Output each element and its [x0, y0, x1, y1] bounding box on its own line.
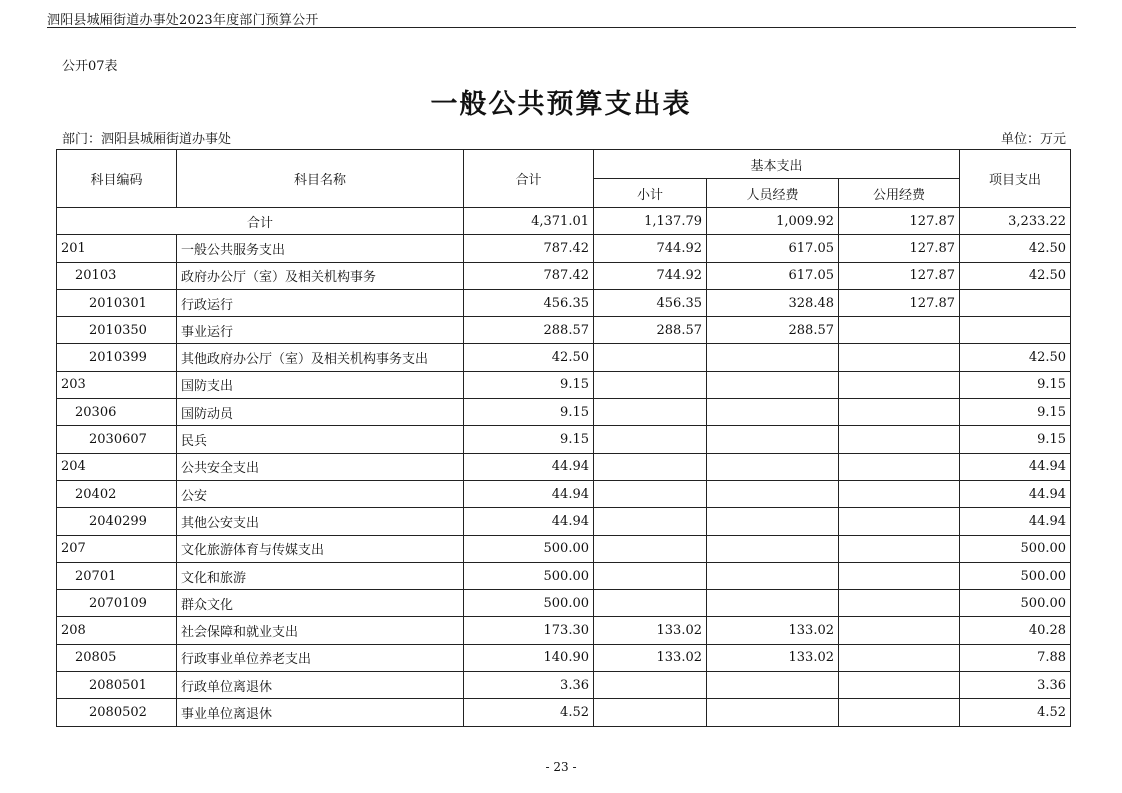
- cell-code: 2080501: [57, 672, 177, 699]
- cell-name: 行政运行: [177, 289, 464, 316]
- cell-public: [839, 590, 960, 617]
- cell-total: 9.15: [464, 426, 594, 453]
- cell-personnel: [707, 480, 839, 507]
- cell-public: 127.87: [839, 262, 960, 289]
- document-header: 泗阳县城厢街道办事处2023年度部门预算公开: [47, 13, 319, 28]
- cell-personnel: [707, 590, 839, 617]
- table-row: [57, 699, 1071, 726]
- cell-subtotal: 133.02: [594, 617, 707, 644]
- header-rule: [47, 27, 1076, 28]
- cell-personnel: [707, 535, 839, 562]
- total-project: 3,233.22: [960, 208, 1071, 235]
- cell-name: 其他公安支出: [177, 508, 464, 535]
- table-row: [57, 590, 1071, 617]
- cell-personnel: 617.05: [707, 262, 839, 289]
- cell-code: 2010301: [57, 289, 177, 316]
- cell-code: 2070109: [57, 590, 177, 617]
- table-row: [57, 617, 1071, 644]
- cell-subtotal: 456.35: [594, 289, 707, 316]
- cell-personnel: [707, 426, 839, 453]
- total-row: [57, 208, 1071, 235]
- cell-public: 127.87: [839, 289, 960, 316]
- cell-code: 20805: [57, 644, 177, 671]
- cell-public: [839, 617, 960, 644]
- cell-total: 44.94: [464, 480, 594, 507]
- cell-project: 42.50: [960, 344, 1071, 371]
- cell-project: [960, 317, 1071, 344]
- cell-project: 9.15: [960, 399, 1071, 426]
- unit-label: 单位：万元: [1000, 132, 1066, 147]
- cell-subtotal: [594, 508, 707, 535]
- cell-personnel: [707, 672, 839, 699]
- cell-project: 3.36: [960, 672, 1071, 699]
- table-number: 公开07表: [62, 59, 118, 74]
- cell-public: [839, 480, 960, 507]
- table-row: [57, 344, 1071, 371]
- cell-total: 42.50: [464, 344, 594, 371]
- cell-public: [839, 535, 960, 562]
- table-row: [57, 453, 1071, 480]
- cell-name: 公安: [177, 480, 464, 507]
- cell-code: 20701: [57, 562, 177, 589]
- table-row: [57, 480, 1071, 507]
- table-row: [57, 672, 1071, 699]
- cell-name: 事业运行: [177, 317, 464, 344]
- cell-subtotal: 744.92: [594, 262, 707, 289]
- cell-personnel: [707, 562, 839, 589]
- cell-total: 500.00: [464, 590, 594, 617]
- cell-personnel: 328.48: [707, 289, 839, 316]
- cell-name: 社会保障和就业支出: [177, 617, 464, 644]
- table-row: [57, 508, 1071, 535]
- cell-code: 2080502: [57, 699, 177, 726]
- cell-public: [839, 317, 960, 344]
- header-public: 公用经费: [839, 179, 960, 208]
- cell-public: [839, 371, 960, 398]
- table-row: [57, 289, 1071, 316]
- cell-personnel: [707, 371, 839, 398]
- total-public: 127.87: [839, 208, 960, 235]
- cell-subtotal: [594, 699, 707, 726]
- cell-total: 787.42: [464, 262, 594, 289]
- table-row: [57, 399, 1071, 426]
- cell-code: 203: [57, 371, 177, 398]
- cell-name: 行政单位离退休: [177, 672, 464, 699]
- cell-public: [839, 508, 960, 535]
- table-row: [57, 262, 1071, 289]
- department-label: 部门：泗阳县城厢街道办事处: [62, 132, 232, 147]
- cell-total: 500.00: [464, 535, 594, 562]
- cell-total: 456.35: [464, 289, 594, 316]
- cell-public: [839, 399, 960, 426]
- cell-code: 20402: [57, 480, 177, 507]
- table-row: [57, 535, 1071, 562]
- page-title: 一般公共预算支出表: [430, 89, 692, 120]
- header-total: 合计: [464, 150, 594, 208]
- cell-name: 文化和旅游: [177, 562, 464, 589]
- cell-code: 208: [57, 617, 177, 644]
- header-personnel: 人员经费: [707, 179, 839, 208]
- cell-personnel: 133.02: [707, 644, 839, 671]
- cell-name: 国防支出: [177, 371, 464, 398]
- cell-total: 3.36: [464, 672, 594, 699]
- cell-subtotal: [594, 590, 707, 617]
- cell-name: 事业单位离退休: [177, 699, 464, 726]
- cell-code: 2030607: [57, 426, 177, 453]
- cell-subtotal: [594, 371, 707, 398]
- cell-total: 9.15: [464, 371, 594, 398]
- cell-subtotal: 133.02: [594, 644, 707, 671]
- cell-subtotal: [594, 672, 707, 699]
- cell-personnel: [707, 508, 839, 535]
- cell-personnel: 617.05: [707, 235, 839, 262]
- cell-public: [839, 562, 960, 589]
- header-basic: 基本支出: [594, 150, 960, 179]
- cell-project: 500.00: [960, 562, 1071, 589]
- cell-total: 9.15: [464, 399, 594, 426]
- cell-project: 500.00: [960, 590, 1071, 617]
- cell-code: 20103: [57, 262, 177, 289]
- cell-total: 173.30: [464, 617, 594, 644]
- cell-total: 787.42: [464, 235, 594, 262]
- cell-public: [839, 644, 960, 671]
- cell-code: 207: [57, 535, 177, 562]
- cell-project: 500.00: [960, 535, 1071, 562]
- cell-project: 4.52: [960, 699, 1071, 726]
- cell-subtotal: 744.92: [594, 235, 707, 262]
- total-total: 4,371.01: [464, 208, 594, 235]
- cell-name: 国防动员: [177, 399, 464, 426]
- cell-total: 288.57: [464, 317, 594, 344]
- cell-total: 4.52: [464, 699, 594, 726]
- cell-project: 44.94: [960, 508, 1071, 535]
- table-row: [57, 371, 1071, 398]
- cell-project: 42.50: [960, 235, 1071, 262]
- total-personnel: 1,009.92: [707, 208, 839, 235]
- cell-name: 群众文化: [177, 590, 464, 617]
- cell-public: [839, 453, 960, 480]
- cell-subtotal: [594, 562, 707, 589]
- cell-subtotal: [594, 426, 707, 453]
- total-label: 合计: [57, 208, 464, 235]
- cell-subtotal: [594, 453, 707, 480]
- cell-name: 一般公共服务支出: [177, 235, 464, 262]
- cell-subtotal: [594, 344, 707, 371]
- header-name: 科目名称: [177, 150, 464, 208]
- cell-total: 140.90: [464, 644, 594, 671]
- cell-public: [839, 426, 960, 453]
- cell-personnel: [707, 453, 839, 480]
- cell-code: 20306: [57, 399, 177, 426]
- table-row: [57, 644, 1071, 671]
- cell-public: [839, 672, 960, 699]
- cell-project: [960, 289, 1071, 316]
- cell-project: 42.50: [960, 262, 1071, 289]
- budget-table: [56, 149, 1071, 727]
- cell-total: 44.94: [464, 508, 594, 535]
- header-subtotal: 小计: [594, 179, 707, 208]
- cell-code: 2010399: [57, 344, 177, 371]
- cell-public: [839, 699, 960, 726]
- cell-name: 其他政府办公厅（室）及相关机构事务支出: [177, 344, 464, 371]
- table-row: [57, 235, 1071, 262]
- cell-total: 500.00: [464, 562, 594, 589]
- cell-project: 44.94: [960, 453, 1071, 480]
- cell-public: 127.87: [839, 235, 960, 262]
- cell-subtotal: [594, 480, 707, 507]
- cell-personnel: [707, 344, 839, 371]
- cell-personnel: [707, 399, 839, 426]
- page-number: - 23 -: [545, 760, 577, 774]
- header-project: 项目支出: [960, 150, 1071, 208]
- cell-subtotal: 288.57: [594, 317, 707, 344]
- table-row: [57, 426, 1071, 453]
- cell-total: 44.94: [464, 453, 594, 480]
- cell-name: 文化旅游体育与传媒支出: [177, 535, 464, 562]
- cell-personnel: 288.57: [707, 317, 839, 344]
- cell-code: 2040299: [57, 508, 177, 535]
- header-code: 科目编码: [57, 150, 177, 208]
- cell-project: 40.28: [960, 617, 1071, 644]
- cell-project: 9.15: [960, 371, 1071, 398]
- table-row: [57, 562, 1071, 589]
- cell-project: 7.88: [960, 644, 1071, 671]
- cell-name: 政府办公厅（室）及相关机构事务: [177, 262, 464, 289]
- total-subtotal: 1,137.79: [594, 208, 707, 235]
- cell-code: 201: [57, 235, 177, 262]
- cell-name: 行政事业单位养老支出: [177, 644, 464, 671]
- cell-personnel: 133.02: [707, 617, 839, 644]
- cell-code: 2010350: [57, 317, 177, 344]
- cell-name: 公共安全支出: [177, 453, 464, 480]
- cell-subtotal: [594, 399, 707, 426]
- cell-public: [839, 344, 960, 371]
- cell-personnel: [707, 699, 839, 726]
- cell-subtotal: [594, 535, 707, 562]
- cell-project: 9.15: [960, 426, 1071, 453]
- cell-code: 204: [57, 453, 177, 480]
- cell-project: 44.94: [960, 480, 1071, 507]
- table-row: [57, 317, 1071, 344]
- cell-name: 民兵: [177, 426, 464, 453]
